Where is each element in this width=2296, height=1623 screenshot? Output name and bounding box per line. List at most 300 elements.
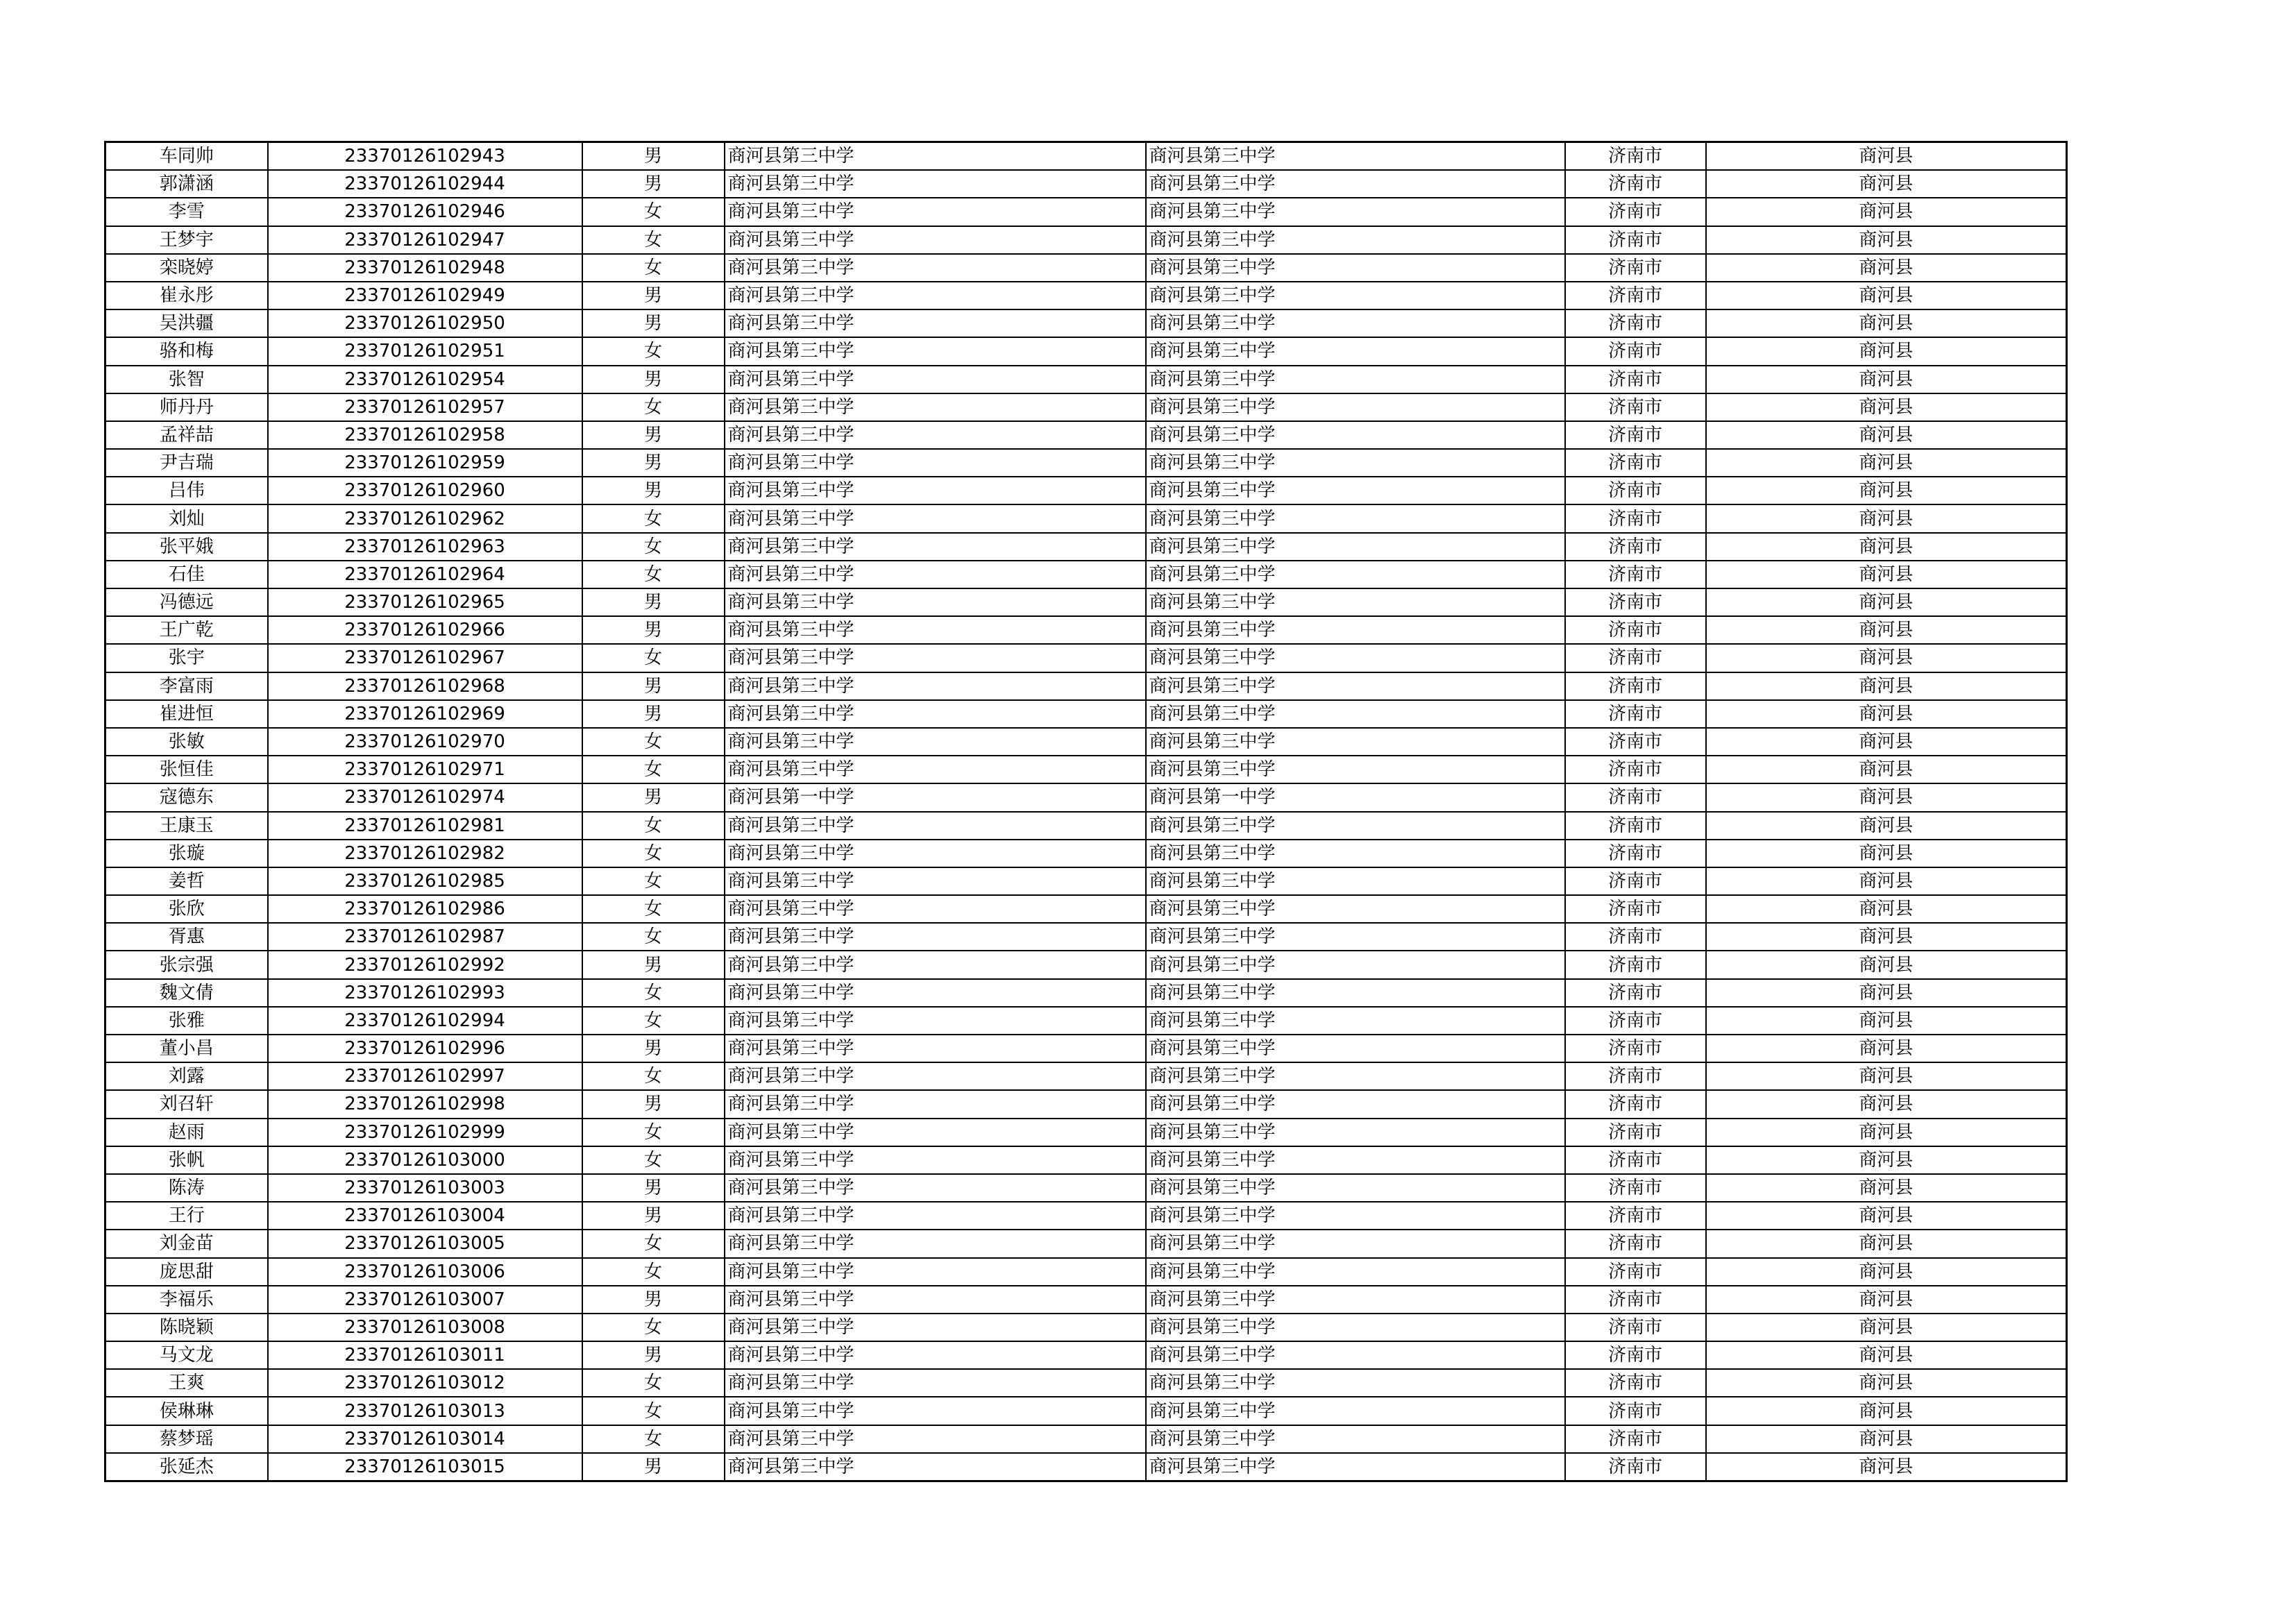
cell-exam-number: 23370126102947 bbox=[268, 226, 582, 254]
cell-county: 商河县 bbox=[1706, 1230, 2067, 1257]
table-row bbox=[105, 1314, 2067, 1341]
cell-school-name: 商河县第三中学 bbox=[725, 867, 1146, 895]
cell-exam-site: 商河县第三中学 bbox=[1146, 226, 1565, 254]
cell-city: 济南市 bbox=[1565, 756, 1706, 783]
cell-exam-site: 商河县第三中学 bbox=[1146, 756, 1565, 783]
cell-gender: 女 bbox=[582, 561, 725, 588]
cell-school-name: 商河县第三中学 bbox=[725, 1202, 1146, 1230]
cell-gender: 女 bbox=[582, 1258, 725, 1286]
cell-city: 济南市 bbox=[1565, 421, 1706, 449]
cell-city: 济南市 bbox=[1565, 1258, 1706, 1286]
cell-exam-number: 23370126102954 bbox=[268, 366, 582, 393]
cell-gender: 男 bbox=[582, 1202, 725, 1230]
cell-gender: 女 bbox=[582, 1369, 725, 1397]
cell-county: 商河县 bbox=[1706, 254, 2067, 282]
cell-school-name: 商河县第三中学 bbox=[725, 616, 1146, 644]
cell-student-name: 李雪 bbox=[105, 198, 268, 226]
cell-gender: 男 bbox=[582, 1453, 725, 1481]
cell-student-name: 郭潇涵 bbox=[105, 170, 268, 198]
cell-exam-number: 23370126102982 bbox=[268, 840, 582, 867]
cell-student-name: 董小昌 bbox=[105, 1035, 268, 1062]
cell-gender: 女 bbox=[582, 1230, 725, 1257]
cell-student-name: 张宗强 bbox=[105, 951, 268, 978]
roster-body bbox=[105, 142, 2067, 1481]
cell-county: 商河县 bbox=[1706, 616, 2067, 644]
cell-exam-number: 23370126102962 bbox=[268, 504, 582, 532]
cell-student-name: 陈涛 bbox=[105, 1174, 268, 1202]
cell-student-name: 王梦宇 bbox=[105, 226, 268, 254]
cell-city: 济南市 bbox=[1565, 1230, 1706, 1257]
cell-county: 商河县 bbox=[1706, 1062, 2067, 1090]
cell-school-name: 商河县第三中学 bbox=[725, 1369, 1146, 1397]
cell-gender: 女 bbox=[582, 1007, 725, 1035]
cell-exam-number: 23370126102960 bbox=[268, 477, 582, 504]
table-row bbox=[105, 337, 2067, 365]
cell-county: 商河县 bbox=[1706, 226, 2067, 254]
cell-exam-number: 23370126102971 bbox=[268, 756, 582, 783]
cell-exam-number: 23370126102996 bbox=[268, 1035, 582, 1062]
cell-city: 济南市 bbox=[1565, 1007, 1706, 1035]
cell-county: 商河县 bbox=[1706, 700, 2067, 728]
cell-county: 商河县 bbox=[1706, 421, 2067, 449]
cell-county: 商河县 bbox=[1706, 282, 2067, 309]
cell-school-name: 商河县第三中学 bbox=[725, 561, 1146, 588]
cell-exam-site: 商河县第三中学 bbox=[1146, 616, 1565, 644]
cell-exam-site: 商河县第三中学 bbox=[1146, 1230, 1565, 1257]
cell-city: 济南市 bbox=[1565, 282, 1706, 309]
cell-student-name: 张欣 bbox=[105, 895, 268, 923]
table-row bbox=[105, 449, 2067, 477]
cell-exam-number: 23370126102981 bbox=[268, 812, 582, 840]
cell-county: 商河县 bbox=[1706, 728, 2067, 756]
cell-city: 济南市 bbox=[1565, 1146, 1706, 1174]
cell-school-name: 商河县第三中学 bbox=[725, 1230, 1146, 1257]
cell-exam-number: 23370126102999 bbox=[268, 1119, 582, 1146]
cell-exam-number: 23370126102986 bbox=[268, 895, 582, 923]
cell-school-name: 商河县第三中学 bbox=[725, 1090, 1146, 1118]
table-row bbox=[105, 672, 2067, 700]
cell-county: 商河县 bbox=[1706, 1146, 2067, 1174]
cell-school-name: 商河县第三中学 bbox=[725, 1007, 1146, 1035]
cell-exam-number: 23370126103000 bbox=[268, 1146, 582, 1174]
table-row bbox=[105, 198, 2067, 226]
table-row bbox=[105, 1341, 2067, 1369]
cell-student-name: 刘金苗 bbox=[105, 1230, 268, 1257]
cell-county: 商河县 bbox=[1706, 1007, 2067, 1035]
cell-exam-site: 商河县第三中学 bbox=[1146, 309, 1565, 337]
cell-county: 商河县 bbox=[1706, 1341, 2067, 1369]
table-row bbox=[105, 923, 2067, 951]
cell-county: 商河县 bbox=[1706, 1397, 2067, 1425]
cell-exam-number: 23370126102997 bbox=[268, 1062, 582, 1090]
cell-city: 济南市 bbox=[1565, 198, 1706, 226]
cell-exam-number: 23370126102959 bbox=[268, 449, 582, 477]
cell-county: 商河县 bbox=[1706, 366, 2067, 393]
cell-exam-number: 23370126103006 bbox=[268, 1258, 582, 1286]
cell-county: 商河县 bbox=[1706, 756, 2067, 783]
table-row bbox=[105, 393, 2067, 421]
table-row bbox=[105, 840, 2067, 867]
cell-exam-site: 商河县第三中学 bbox=[1146, 561, 1565, 588]
cell-exam-number: 23370126102966 bbox=[268, 616, 582, 644]
cell-school-name: 商河县第三中学 bbox=[725, 1035, 1146, 1062]
cell-county: 商河县 bbox=[1706, 170, 2067, 198]
cell-city: 济南市 bbox=[1565, 700, 1706, 728]
cell-student-name: 寇德东 bbox=[105, 783, 268, 811]
cell-gender: 男 bbox=[582, 309, 725, 337]
cell-exam-number: 23370126103007 bbox=[268, 1286, 582, 1314]
cell-county: 商河县 bbox=[1706, 783, 2067, 811]
cell-city: 济南市 bbox=[1565, 923, 1706, 951]
cell-exam-site: 商河县第三中学 bbox=[1146, 393, 1565, 421]
cell-exam-site: 商河县第三中学 bbox=[1146, 644, 1565, 672]
cell-exam-site: 商河县第三中学 bbox=[1146, 533, 1565, 561]
cell-exam-number: 23370126102970 bbox=[268, 728, 582, 756]
cell-school-name: 商河县第三中学 bbox=[725, 1119, 1146, 1146]
cell-gender: 女 bbox=[582, 1314, 725, 1341]
cell-city: 济南市 bbox=[1565, 1425, 1706, 1453]
cell-student-name: 张延杰 bbox=[105, 1453, 268, 1481]
cell-school-name: 商河县第三中学 bbox=[725, 1453, 1146, 1481]
table-row bbox=[105, 533, 2067, 561]
cell-gender: 男 bbox=[582, 951, 725, 978]
cell-exam-number: 23370126102949 bbox=[268, 282, 582, 309]
cell-exam-site: 商河县第三中学 bbox=[1146, 421, 1565, 449]
cell-student-name: 吴洪疆 bbox=[105, 309, 268, 337]
table-row bbox=[105, 644, 2067, 672]
cell-gender: 女 bbox=[582, 895, 725, 923]
cell-exam-number: 23370126102951 bbox=[268, 337, 582, 365]
cell-gender: 男 bbox=[582, 421, 725, 449]
cell-city: 济南市 bbox=[1565, 1286, 1706, 1314]
cell-gender: 女 bbox=[582, 812, 725, 840]
cell-student-name: 姜哲 bbox=[105, 867, 268, 895]
cell-county: 商河县 bbox=[1706, 1453, 2067, 1481]
cell-county: 商河县 bbox=[1706, 1035, 2067, 1062]
table-row bbox=[105, 561, 2067, 588]
cell-exam-site: 商河县第三中学 bbox=[1146, 1258, 1565, 1286]
cell-school-name: 商河县第三中学 bbox=[725, 1314, 1146, 1341]
cell-student-name: 王行 bbox=[105, 1202, 268, 1230]
cell-school-name: 商河县第三中学 bbox=[725, 1174, 1146, 1202]
table-row bbox=[105, 979, 2067, 1007]
cell-city: 济南市 bbox=[1565, 812, 1706, 840]
cell-city: 济南市 bbox=[1565, 254, 1706, 282]
table-row bbox=[105, 1035, 2067, 1062]
cell-exam-number: 23370126103008 bbox=[268, 1314, 582, 1341]
table-row bbox=[105, 1453, 2067, 1481]
cell-exam-number: 23370126102957 bbox=[268, 393, 582, 421]
cell-county: 商河县 bbox=[1706, 561, 2067, 588]
cell-school-name: 商河县第三中学 bbox=[725, 226, 1146, 254]
cell-school-name: 商河县第三中学 bbox=[725, 1258, 1146, 1286]
cell-gender: 男 bbox=[582, 170, 725, 198]
table-row bbox=[105, 1146, 2067, 1174]
cell-school-name: 商河县第三中学 bbox=[725, 282, 1146, 309]
cell-student-name: 张雅 bbox=[105, 1007, 268, 1035]
cell-county: 商河县 bbox=[1706, 951, 2067, 978]
cell-city: 济南市 bbox=[1565, 895, 1706, 923]
cell-school-name: 商河县第三中学 bbox=[725, 756, 1146, 783]
cell-city: 济南市 bbox=[1565, 170, 1706, 198]
cell-gender: 女 bbox=[582, 1146, 725, 1174]
cell-city: 济南市 bbox=[1565, 1174, 1706, 1202]
cell-gender: 女 bbox=[582, 840, 725, 867]
cell-gender: 男 bbox=[582, 366, 725, 393]
cell-school-name: 商河县第三中学 bbox=[725, 1397, 1146, 1425]
cell-county: 商河县 bbox=[1706, 309, 2067, 337]
cell-gender: 女 bbox=[582, 923, 725, 951]
cell-county: 商河县 bbox=[1706, 337, 2067, 365]
cell-gender: 女 bbox=[582, 1119, 725, 1146]
cell-exam-number: 23370126102967 bbox=[268, 644, 582, 672]
table-row bbox=[105, 1397, 2067, 1425]
table-row bbox=[105, 504, 2067, 532]
cell-student-name: 刘露 bbox=[105, 1062, 268, 1090]
cell-school-name: 商河县第三中学 bbox=[725, 1341, 1146, 1369]
cell-student-name: 崔永彤 bbox=[105, 282, 268, 309]
cell-exam-site: 商河县第三中学 bbox=[1146, 142, 1565, 171]
table-row bbox=[105, 1230, 2067, 1257]
cell-exam-number: 23370126103003 bbox=[268, 1174, 582, 1202]
cell-exam-site: 商河县第三中学 bbox=[1146, 449, 1565, 477]
cell-city: 济南市 bbox=[1565, 449, 1706, 477]
cell-student-name: 侯琳琳 bbox=[105, 1397, 268, 1425]
cell-exam-number: 23370126102965 bbox=[268, 588, 582, 616]
cell-student-name: 张平娥 bbox=[105, 533, 268, 561]
cell-exam-number: 23370126103012 bbox=[268, 1369, 582, 1397]
cell-student-name: 孟祥喆 bbox=[105, 421, 268, 449]
cell-student-name: 李富雨 bbox=[105, 672, 268, 700]
table-row bbox=[105, 1369, 2067, 1397]
table-row bbox=[105, 309, 2067, 337]
cell-exam-site: 商河县第三中学 bbox=[1146, 198, 1565, 226]
cell-student-name: 张智 bbox=[105, 366, 268, 393]
table-row bbox=[105, 1258, 2067, 1286]
cell-student-name: 王爽 bbox=[105, 1369, 268, 1397]
cell-exam-site: 商河县第三中学 bbox=[1146, 1397, 1565, 1425]
cell-student-name: 王康玉 bbox=[105, 812, 268, 840]
table-row bbox=[105, 170, 2067, 198]
cell-exam-number: 23370126102948 bbox=[268, 254, 582, 282]
cell-school-name: 商河县第三中学 bbox=[725, 254, 1146, 282]
cell-exam-number: 23370126103013 bbox=[268, 1397, 582, 1425]
cell-exam-site: 商河县第三中学 bbox=[1146, 1314, 1565, 1341]
cell-exam-site: 商河县第三中学 bbox=[1146, 337, 1565, 365]
cell-gender: 男 bbox=[582, 1174, 725, 1202]
table-row bbox=[105, 756, 2067, 783]
cell-school-name: 商河县第三中学 bbox=[725, 309, 1146, 337]
cell-school-name: 商河县第三中学 bbox=[725, 337, 1146, 365]
cell-city: 济南市 bbox=[1565, 1090, 1706, 1118]
cell-county: 商河县 bbox=[1706, 867, 2067, 895]
cell-county: 商河县 bbox=[1706, 588, 2067, 616]
cell-city: 济南市 bbox=[1565, 504, 1706, 532]
cell-city: 济南市 bbox=[1565, 337, 1706, 365]
cell-exam-site: 商河县第三中学 bbox=[1146, 1369, 1565, 1397]
table-row bbox=[105, 616, 2067, 644]
cell-gender: 男 bbox=[582, 1090, 725, 1118]
cell-city: 济南市 bbox=[1565, 477, 1706, 504]
cell-exam-site: 商河县第三中学 bbox=[1146, 1453, 1565, 1481]
cell-school-name: 商河县第三中学 bbox=[725, 198, 1146, 226]
cell-city: 济南市 bbox=[1565, 1202, 1706, 1230]
cell-school-name: 商河县第三中学 bbox=[725, 840, 1146, 867]
cell-gender: 女 bbox=[582, 226, 725, 254]
cell-gender: 男 bbox=[582, 783, 725, 811]
cell-school-name: 商河县第三中学 bbox=[725, 895, 1146, 923]
cell-county: 商河县 bbox=[1706, 477, 2067, 504]
cell-student-name: 李福乐 bbox=[105, 1286, 268, 1314]
cell-exam-number: 23370126102958 bbox=[268, 421, 582, 449]
cell-student-name: 蔡梦瑶 bbox=[105, 1425, 268, 1453]
cell-school-name: 商河县第三中学 bbox=[725, 533, 1146, 561]
cell-school-name: 商河县第三中学 bbox=[725, 1286, 1146, 1314]
cell-student-name: 赵雨 bbox=[105, 1119, 268, 1146]
cell-gender: 男 bbox=[582, 449, 725, 477]
cell-county: 商河县 bbox=[1706, 449, 2067, 477]
cell-exam-site: 商河县第三中学 bbox=[1146, 895, 1565, 923]
cell-exam-site: 商河县第三中学 bbox=[1146, 1090, 1565, 1118]
cell-school-name: 商河县第三中学 bbox=[725, 449, 1146, 477]
cell-exam-number: 23370126103015 bbox=[268, 1453, 582, 1481]
cell-city: 济南市 bbox=[1565, 366, 1706, 393]
cell-student-name: 魏文倩 bbox=[105, 979, 268, 1007]
table-row bbox=[105, 783, 2067, 811]
cell-city: 济南市 bbox=[1565, 1062, 1706, 1090]
table-row bbox=[105, 1062, 2067, 1090]
cell-exam-site: 商河县第三中学 bbox=[1146, 728, 1565, 756]
cell-student-name: 车同帅 bbox=[105, 142, 268, 171]
cell-city: 济南市 bbox=[1565, 309, 1706, 337]
cell-city: 济南市 bbox=[1565, 672, 1706, 700]
cell-exam-site: 商河县第三中学 bbox=[1146, 840, 1565, 867]
cell-city: 济南市 bbox=[1565, 1341, 1706, 1369]
table-row bbox=[105, 1090, 2067, 1118]
cell-county: 商河县 bbox=[1706, 1369, 2067, 1397]
cell-county: 商河县 bbox=[1706, 1425, 2067, 1453]
cell-county: 商河县 bbox=[1706, 840, 2067, 867]
cell-exam-site: 商河县第三中学 bbox=[1146, 1035, 1565, 1062]
cell-student-name: 陈晓颖 bbox=[105, 1314, 268, 1341]
cell-gender: 男 bbox=[582, 282, 725, 309]
cell-gender: 女 bbox=[582, 198, 725, 226]
cell-exam-site: 商河县第三中学 bbox=[1146, 1286, 1565, 1314]
cell-exam-site: 商河县第三中学 bbox=[1146, 672, 1565, 700]
cell-exam-number: 23370126102987 bbox=[268, 923, 582, 951]
cell-exam-site: 商河县第三中学 bbox=[1146, 477, 1565, 504]
cell-exam-site: 商河县第三中学 bbox=[1146, 1119, 1565, 1146]
cell-gender: 女 bbox=[582, 979, 725, 1007]
table-row bbox=[105, 142, 2067, 171]
cell-county: 商河县 bbox=[1706, 1202, 2067, 1230]
cell-exam-site: 商河县第一中学 bbox=[1146, 783, 1565, 811]
cell-school-name: 商河县第三中学 bbox=[725, 393, 1146, 421]
cell-exam-number: 23370126102964 bbox=[268, 561, 582, 588]
table-row bbox=[105, 1174, 2067, 1202]
cell-exam-site: 商河县第三中学 bbox=[1146, 1202, 1565, 1230]
cell-gender: 女 bbox=[582, 254, 725, 282]
table-row bbox=[105, 1425, 2067, 1453]
cell-school-name: 商河县第三中学 bbox=[725, 644, 1146, 672]
cell-city: 济南市 bbox=[1565, 783, 1706, 811]
cell-city: 济南市 bbox=[1565, 226, 1706, 254]
cell-gender: 女 bbox=[582, 728, 725, 756]
cell-exam-site: 商河县第三中学 bbox=[1146, 588, 1565, 616]
table-row bbox=[105, 366, 2067, 393]
cell-county: 商河县 bbox=[1706, 644, 2067, 672]
cell-student-name: 张宇 bbox=[105, 644, 268, 672]
cell-exam-site: 商河县第三中学 bbox=[1146, 170, 1565, 198]
table-row bbox=[105, 1007, 2067, 1035]
cell-school-name: 商河县第三中学 bbox=[725, 1425, 1146, 1453]
cell-county: 商河县 bbox=[1706, 198, 2067, 226]
cell-exam-site: 商河县第三中学 bbox=[1146, 1146, 1565, 1174]
cell-exam-site: 商河县第三中学 bbox=[1146, 366, 1565, 393]
cell-student-name: 崔进恒 bbox=[105, 700, 268, 728]
cell-city: 济南市 bbox=[1565, 1397, 1706, 1425]
cell-gender: 女 bbox=[582, 1425, 725, 1453]
cell-student-name: 师丹丹 bbox=[105, 393, 268, 421]
cell-exam-number: 23370126102992 bbox=[268, 951, 582, 978]
cell-exam-number: 23370126102969 bbox=[268, 700, 582, 728]
cell-county: 商河县 bbox=[1706, 923, 2067, 951]
cell-student-name: 石佳 bbox=[105, 561, 268, 588]
cell-school-name: 商河县第三中学 bbox=[725, 923, 1146, 951]
cell-school-name: 商河县第三中学 bbox=[725, 672, 1146, 700]
cell-student-name: 王广乾 bbox=[105, 616, 268, 644]
cell-exam-number: 23370126102968 bbox=[268, 672, 582, 700]
cell-gender: 女 bbox=[582, 756, 725, 783]
cell-student-name: 栾晓婷 bbox=[105, 254, 268, 282]
cell-gender: 男 bbox=[582, 142, 725, 171]
table-row bbox=[105, 728, 2067, 756]
cell-city: 济南市 bbox=[1565, 142, 1706, 171]
cell-gender: 女 bbox=[582, 867, 725, 895]
cell-student-name: 吕伟 bbox=[105, 477, 268, 504]
cell-gender: 女 bbox=[582, 1062, 725, 1090]
cell-city: 济南市 bbox=[1565, 951, 1706, 978]
cell-city: 济南市 bbox=[1565, 1119, 1706, 1146]
cell-exam-number: 23370126103004 bbox=[268, 1202, 582, 1230]
cell-county: 商河县 bbox=[1706, 1090, 2067, 1118]
cell-student-name: 张恒佳 bbox=[105, 756, 268, 783]
cell-county: 商河县 bbox=[1706, 1174, 2067, 1202]
cell-student-name: 刘灿 bbox=[105, 504, 268, 532]
cell-city: 济南市 bbox=[1565, 840, 1706, 867]
cell-exam-number: 23370126103005 bbox=[268, 1230, 582, 1257]
cell-city: 济南市 bbox=[1565, 867, 1706, 895]
cell-exam-site: 商河县第三中学 bbox=[1146, 700, 1565, 728]
cell-exam-number: 23370126102944 bbox=[268, 170, 582, 198]
cell-exam-number: 23370126102946 bbox=[268, 198, 582, 226]
cell-school-name: 商河县第三中学 bbox=[725, 142, 1146, 171]
cell-county: 商河县 bbox=[1706, 1314, 2067, 1341]
cell-student-name: 张敏 bbox=[105, 728, 268, 756]
cell-county: 商河县 bbox=[1706, 142, 2067, 171]
cell-exam-site: 商河县第三中学 bbox=[1146, 1062, 1565, 1090]
cell-gender: 男 bbox=[582, 616, 725, 644]
cell-gender: 男 bbox=[582, 1286, 725, 1314]
cell-gender: 女 bbox=[582, 504, 725, 532]
table-row bbox=[105, 812, 2067, 840]
cell-student-name: 张璇 bbox=[105, 840, 268, 867]
cell-gender: 男 bbox=[582, 588, 725, 616]
cell-gender: 女 bbox=[582, 533, 725, 561]
cell-school-name: 商河县第三中学 bbox=[725, 421, 1146, 449]
cell-exam-site: 商河县第三中学 bbox=[1146, 923, 1565, 951]
table-row bbox=[105, 282, 2067, 309]
